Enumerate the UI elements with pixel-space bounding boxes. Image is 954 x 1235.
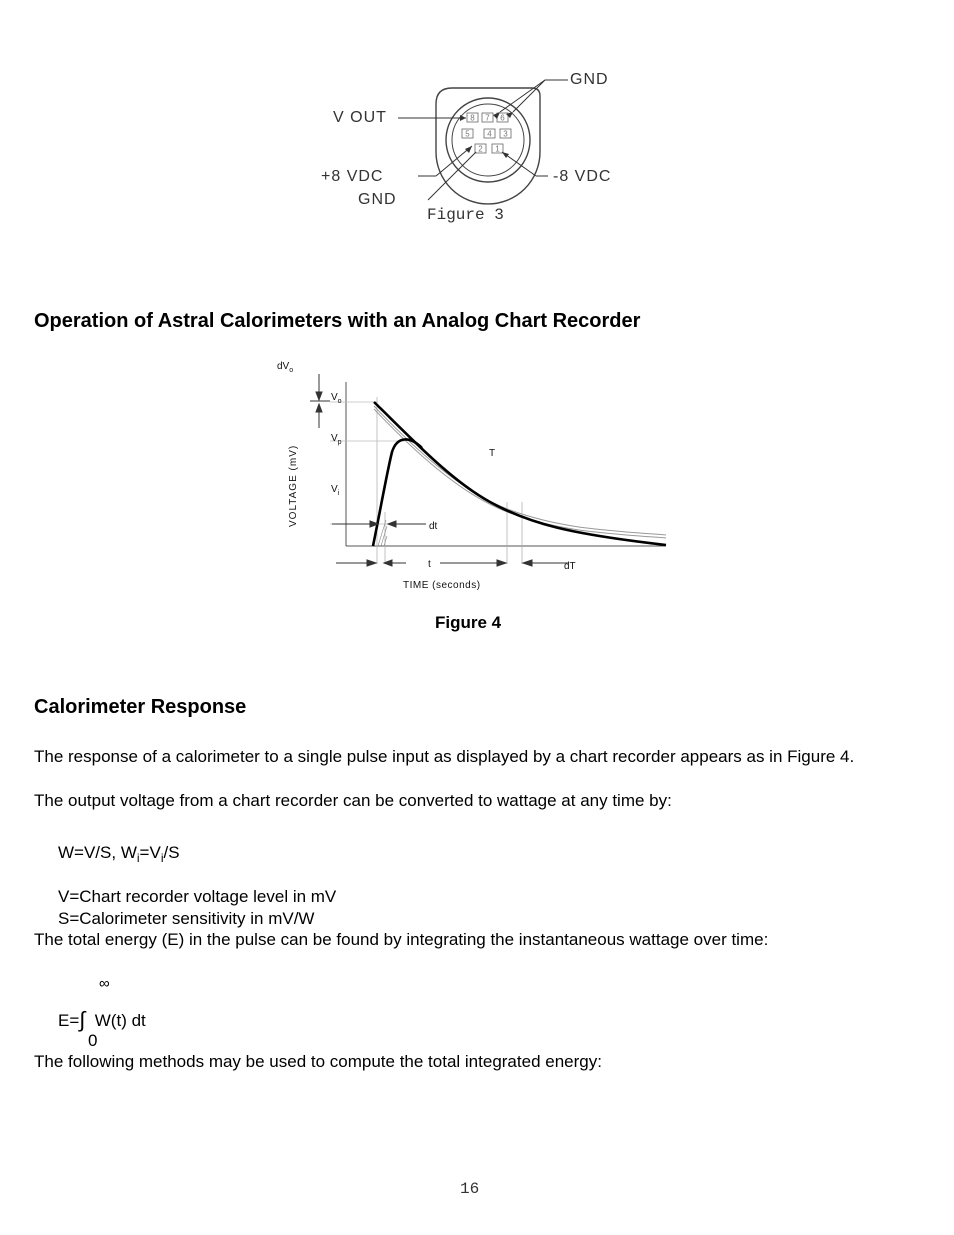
label-dT: dT <box>564 561 576 572</box>
section-heading-operation: Operation of Astral Calorimeters with an Analog Chart Recorder <box>34 310 641 332</box>
label-vo: $V_o$ <box>331 392 342 405</box>
figure-4-caption: Figure 4 <box>435 613 502 632</box>
pin-4: 4 <box>487 129 492 139</box>
paragraph-methods: The following methods may be used to compute the total integrated energy: <box>34 1052 602 1071</box>
definition-s: S=Calorimeter sensitivity in mV/W <box>58 909 315 928</box>
pin-5: 5 <box>465 129 470 139</box>
integral-lower-limit: 0 <box>88 1031 98 1050</box>
section-heading-calorimeter-response: Calorimeter Response <box>34 696 247 718</box>
label-minus-8-vdc: -8 VDC <box>553 168 612 185</box>
label-gnd-top: GND <box>570 71 609 88</box>
label-plus-8-vdc: +8 VDC <box>321 168 384 185</box>
label-vp: $V_p$ <box>331 433 342 446</box>
integral-upper-limit: ∞ <box>99 975 110 992</box>
pin-8: 8 <box>470 113 475 123</box>
y-axis-label: VOLTAGE (mV) <box>288 444 299 527</box>
formula-wattage: W=V/S, $W_i=V_i/S$ <box>58 843 180 865</box>
label-dt: dt <box>429 521 438 532</box>
paragraph-output-voltage: The output voltage from a chart recorder can be converted to wattage at any time by: <box>34 791 672 810</box>
pin-2: 2 <box>478 144 483 154</box>
figure-3-caption: Figure 3 <box>427 206 504 224</box>
label-dvo: $dV_o$ <box>277 361 294 374</box>
x-axis-label: TIME (seconds) <box>403 580 481 591</box>
paragraph-total-energy: The total energy (E) in the pulse can be found by integrating the instantaneous wattage over time: <box>34 930 769 949</box>
label-vi: $V_i$ <box>331 484 340 497</box>
figure-4-diagram <box>270 352 680 597</box>
pin-7: 7 <box>485 113 490 123</box>
paragraph-response: The response of a calorimeter to a single pulse input as displayed by a chart recorder appears as in Figure 4. <box>34 747 855 766</box>
label-t: t <box>428 559 431 570</box>
page-number: 16 <box>460 1180 480 1198</box>
pin-1: 1 <box>495 144 500 154</box>
label-gnd-bottom: GND <box>358 191 397 208</box>
label-tau: T <box>489 448 496 459</box>
definition-v: V=Chart recorder voltage level in mV <box>58 887 337 906</box>
label-v-out: V OUT <box>333 109 387 126</box>
pin-3: 3 <box>503 129 508 139</box>
pin-6: 6 <box>500 113 505 123</box>
integral-expression: E=∫ W(t) dt <box>58 1007 146 1032</box>
